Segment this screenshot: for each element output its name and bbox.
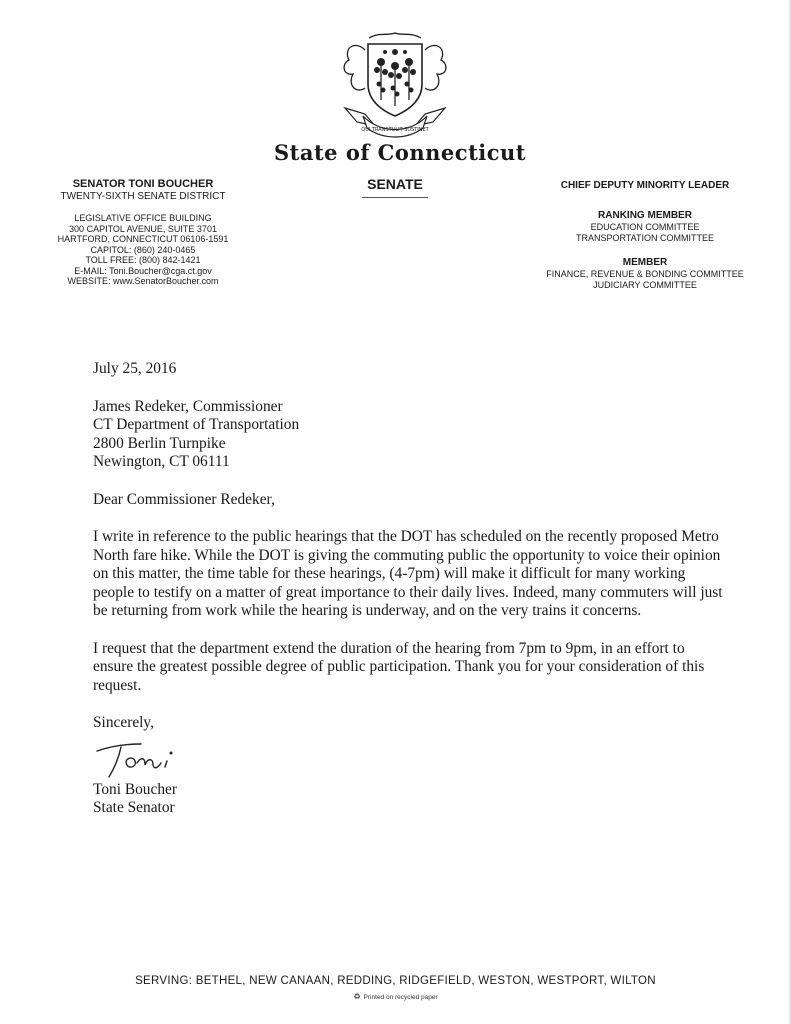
ranking-member-header: RANKING MEMBER xyxy=(598,210,692,221)
leader-title: CHIEF DEPUTY MINORITY LEADER xyxy=(560,180,730,191)
recipient-address xyxy=(93,398,723,472)
footer-serving-towns: SERVING: BETHEL, NEW CANAAN, REDDING, RIDGEFIELD, WESTON, WESTPORT, WILTON xyxy=(135,975,656,987)
recipient-line: James Redeker, Commissioner xyxy=(93,397,283,415)
committee-name: FINANCE, REVENUE & BONDING COMMITTEE xyxy=(546,269,744,279)
state-seal-icon xyxy=(335,30,455,140)
recipient-line: 2800 Berlin Turnpike xyxy=(93,434,226,452)
committee-name: JUDICIARY COMMITTEE xyxy=(593,279,697,290)
letterhead-title: State of Connecticut xyxy=(273,140,527,165)
footer-recycled-note xyxy=(0,992,791,1001)
recipient-line: Newington, CT 06111 xyxy=(93,453,230,470)
signer-name: Toni Boucher xyxy=(93,780,177,798)
seal-banner-text: QUI TRANSTULIT SUSTINET xyxy=(361,127,429,133)
recipient-line: CT Department of Transportation xyxy=(93,416,300,433)
senator-address-block xyxy=(28,213,258,287)
email-address: E-MAIL: Toni.Boucher@cga.ct.gov xyxy=(74,265,212,276)
senator-district: TWENTY-SIXTH SENATE DISTRICT xyxy=(60,191,226,202)
senator-info xyxy=(28,178,258,287)
body-paragraph: I write in reference to the public hearings that the DOT has scheduled on the recently proposed Metro North fare hike. While the DOT is giving the commuting public the opportunity to voice their opinion on this matter, the time table for these hearings, (4-7pm) will make it difficult for many working people to testify on a matter of great importance to their daily lives. Indeed, many commuters will just be returning from work while the hearing is underway, and on the very trains it concerns. xyxy=(93,528,723,619)
closing: Sincerely, xyxy=(93,714,154,731)
committee-name: TRANSPORTATION COMMITTEE xyxy=(575,232,714,243)
recycled-text: Printed on recycled paper xyxy=(363,994,438,1001)
letter-date: July 25, 2016 xyxy=(93,360,177,377)
website-address: WEBSITE: www.SenatorBoucher.com xyxy=(67,276,219,286)
senator-positions xyxy=(540,180,750,290)
committee-name: EDUCATION COMMITTEE xyxy=(590,222,700,232)
member-group xyxy=(540,257,750,290)
capitol-phone: CAPITOL: (860) 240-0465 xyxy=(90,244,196,255)
salutation: Dear Commissioner Redeker, xyxy=(93,490,275,508)
body-paragraph: I request that the department extend the duration of the hearing from 7pm to 9pm, in an effort to ensure the greatest possible degree of public participation. Thank you for your consideration of this request. xyxy=(93,639,705,694)
senator-name: SENATOR TONI BOUCHER xyxy=(72,178,214,190)
letter-body xyxy=(93,360,723,818)
signer-title: State Senator xyxy=(93,799,175,816)
handwritten-signature xyxy=(91,735,201,781)
member-header: MEMBER xyxy=(622,257,668,268)
ranking-member-group xyxy=(540,210,750,243)
recycle-icon: ♻ xyxy=(353,992,361,1001)
toll-free-phone: TOLL FREE: (800) 842-1421 xyxy=(85,255,201,265)
chamber-divider xyxy=(362,197,428,198)
address-line: HARTFORD, CONNECTICUT 06106-1591 xyxy=(57,234,229,244)
address-line: 300 CAPITOL AVENUE, SUITE 3701 xyxy=(69,223,217,234)
address-line: LEGISLATIVE OFFICE BUILDING xyxy=(74,213,212,223)
chamber-name: SENATE xyxy=(367,176,423,192)
